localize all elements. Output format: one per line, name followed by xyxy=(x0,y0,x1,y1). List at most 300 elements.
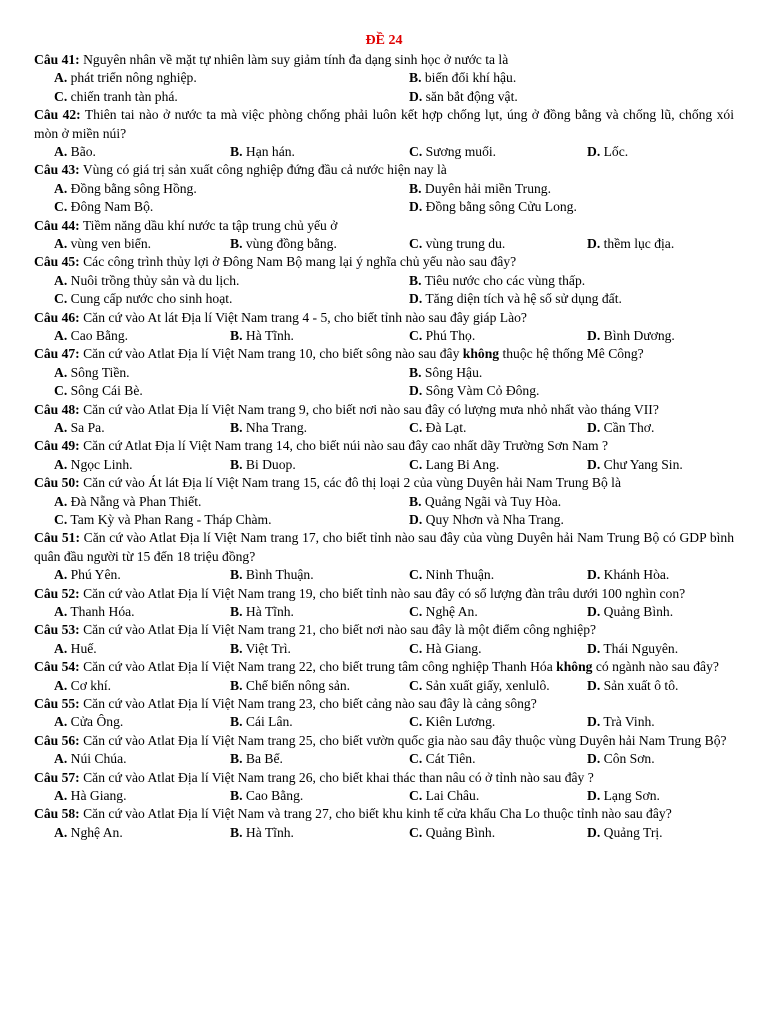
answer-option[interactable] xyxy=(230,603,294,621)
question-number: Câu 41: xyxy=(34,52,80,67)
option-letter: B. xyxy=(409,493,422,509)
answer-option[interactable] xyxy=(409,364,482,382)
option-row xyxy=(34,235,734,253)
question-stem xyxy=(34,437,734,455)
option-text: Đông Nam Bộ. xyxy=(70,199,154,215)
question xyxy=(34,106,734,161)
question-number: Câu 45: xyxy=(34,254,80,270)
question-stem xyxy=(34,658,734,676)
question xyxy=(34,585,734,622)
option-letter: B. xyxy=(230,714,243,730)
answer-option[interactable] xyxy=(409,713,495,731)
option-text: Hạn hán. xyxy=(245,144,295,159)
option-letter: D. xyxy=(587,787,601,803)
question-list xyxy=(34,51,734,842)
option-text: Đồng bằng sông Hồng. xyxy=(70,180,197,196)
option-text: Ninh Thuận. xyxy=(425,567,495,583)
option-letter: A. xyxy=(54,714,68,730)
option-letter: A. xyxy=(54,327,68,343)
answer-option[interactable] xyxy=(587,640,678,658)
option-letter: D. xyxy=(587,824,601,840)
question xyxy=(34,621,734,658)
option-text: Sông Cái Bè. xyxy=(70,383,143,399)
option-text: Sông Hậu. xyxy=(424,364,483,380)
question-number: Câu 50: xyxy=(34,475,80,491)
option-text: Lai Châu. xyxy=(425,787,480,803)
option-letter: A. xyxy=(54,787,68,803)
option-text: vùng ven biển. xyxy=(70,235,152,251)
question-text: Căn cứ vào Atlat Địa lí Việt Nam và trang 27, cho biết khu kinh tế cửa khẩu Cha Lo thuộc tỉnh nào sau đây? xyxy=(83,806,672,822)
answer-option[interactable] xyxy=(230,456,296,474)
option-letter: B. xyxy=(230,327,243,343)
option-text: Cao Bằng. xyxy=(245,787,304,803)
option-text: Sông Vàm Cỏ Đông. xyxy=(425,383,540,399)
option-row xyxy=(34,180,734,198)
option-text: Hà Giang. xyxy=(425,640,482,656)
question-number: Câu 42: xyxy=(34,107,81,123)
option-letter: D. xyxy=(587,751,601,767)
answer-option[interactable] xyxy=(587,750,655,768)
answer-option[interactable] xyxy=(54,787,127,805)
option-letter: C. xyxy=(54,511,68,527)
option-letter: A. xyxy=(54,640,68,656)
option-text: Côn Sơn. xyxy=(603,751,655,767)
option-letter: C. xyxy=(54,383,68,399)
option-text: Bi Duop. xyxy=(245,456,296,472)
option-text: Sương muối. xyxy=(425,144,497,159)
option-letter: C. xyxy=(409,456,423,472)
option-letter: D. xyxy=(587,419,601,435)
answer-option[interactable] xyxy=(409,272,585,290)
answer-option[interactable] xyxy=(409,419,466,437)
option-row xyxy=(34,511,734,529)
question-number: Câu 48: xyxy=(34,401,80,417)
option-text: Ngọc Linh. xyxy=(70,456,133,472)
question-stem xyxy=(34,769,734,787)
answer-option[interactable] xyxy=(587,787,660,805)
answer-option[interactable] xyxy=(409,327,475,345)
answer-option[interactable] xyxy=(54,456,133,474)
option-text: Cần Thơ. xyxy=(603,419,655,435)
option-row xyxy=(34,272,734,290)
question-number: Câu 46: xyxy=(34,309,80,325)
option-text: Tam Kỳ và Phan Rang - Tháp Chàm. xyxy=(70,511,272,527)
question-stem xyxy=(34,217,734,235)
answer-option[interactable] xyxy=(230,824,294,842)
option-row xyxy=(34,198,734,216)
option-letter: D. xyxy=(587,567,601,583)
option-row xyxy=(34,88,734,106)
option-text: Hà Tĩnh. xyxy=(245,603,294,619)
answer-option[interactable] xyxy=(230,419,307,437)
answer-option[interactable] xyxy=(54,198,153,216)
option-text: chiến tranh tàn phá. xyxy=(70,88,178,104)
answer-option[interactable] xyxy=(409,750,476,768)
answer-option[interactable] xyxy=(54,143,96,161)
question-text: Nguyên nhân về mặt tự nhiên làm suy giảm tính đa dạng sinh học ở nước ta là xyxy=(83,52,509,67)
answer-option[interactable] xyxy=(587,143,628,161)
option-text: Bão. xyxy=(70,144,96,159)
option-text: Sông Tiền. xyxy=(70,364,130,380)
option-letter: C. xyxy=(409,567,423,583)
question-stem xyxy=(34,106,734,143)
option-text: Chư Yang Sin. xyxy=(603,456,683,472)
option-letter: D. xyxy=(409,383,423,399)
option-row xyxy=(34,69,734,87)
question-number: Câu 49: xyxy=(34,438,80,454)
option-letter: D. xyxy=(587,327,601,343)
option-text: Chế biến nông sản. xyxy=(245,677,351,693)
question-stem xyxy=(34,621,734,639)
answer-option[interactable] xyxy=(587,713,655,731)
option-text: Núi Chúa. xyxy=(70,751,127,767)
question-text: Căn cứ vào Atlat Địa lí Việt Nam trang 17, cho biết tỉnh nào sau đây của vùng Duyên hải Nam Trung Bộ có GDP bình quân đầu người từ 15 đến 18 triệu đồng? xyxy=(34,530,734,564)
question xyxy=(34,217,734,254)
option-text: Lạng Sơn. xyxy=(603,787,660,803)
answer-option[interactable] xyxy=(230,677,350,695)
answer-option[interactable] xyxy=(54,750,127,768)
answer-option[interactable] xyxy=(230,713,293,731)
option-text: Cát Tiên. xyxy=(425,751,476,767)
option-row xyxy=(34,750,734,768)
answer-option[interactable] xyxy=(54,493,201,511)
answer-option[interactable] xyxy=(587,603,673,621)
answer-option[interactable] xyxy=(409,198,577,216)
question-text: Căn cứ vào Atlat Địa lí Việt Nam trang 21, cho biết nơi nào sau đây là một điểm công nghiệp? xyxy=(83,622,597,638)
question-text: Căn cứ vào At lát Địa lí Việt Nam trang 4 - 5, cho biết tỉnh nào sau đây giáp Lào? xyxy=(83,309,527,325)
option-letter: A. xyxy=(54,567,68,583)
question xyxy=(34,805,734,842)
option-letter: A. xyxy=(54,235,68,251)
answer-option[interactable] xyxy=(54,419,105,437)
option-letter: D. xyxy=(587,144,601,159)
question xyxy=(34,51,734,106)
answer-option[interactable] xyxy=(54,327,128,345)
answer-option[interactable] xyxy=(54,290,232,308)
option-letter: C. xyxy=(409,419,423,435)
option-letter: C. xyxy=(409,787,423,803)
question xyxy=(34,161,734,216)
option-letter: D. xyxy=(587,714,601,730)
option-row xyxy=(34,493,734,511)
option-letter: D. xyxy=(409,88,423,104)
option-letter: C. xyxy=(54,291,68,307)
answer-option[interactable] xyxy=(230,566,314,584)
option-text: Hà Giang. xyxy=(70,787,127,803)
option-letter: A. xyxy=(54,144,68,159)
answer-option[interactable] xyxy=(230,750,283,768)
option-letter: C. xyxy=(409,144,423,159)
option-text: phát triển nông nghiệp. xyxy=(70,70,197,86)
option-letter: B. xyxy=(409,364,422,380)
answer-option[interactable] xyxy=(230,143,295,161)
question-text: Các công trình thủy lợi ở Đông Nam Bộ mang lại ý nghĩa chủ yếu nào sau đây? xyxy=(83,254,517,270)
option-letter: C. xyxy=(409,677,423,693)
option-letter: A. xyxy=(54,419,68,435)
option-text: Cao Bằng. xyxy=(70,327,129,343)
option-text: Việt Trì. xyxy=(245,640,291,656)
option-text: Lốc. xyxy=(603,144,629,159)
option-text: Lang Bi Ang. xyxy=(425,456,500,472)
question-number: Câu 43: xyxy=(34,162,80,178)
answer-option[interactable] xyxy=(409,382,539,400)
question-text: Căn cứ vào Atlat Địa lí Việt Nam trang 19, cho biết tỉnh nào sau đây có số lượng đàn trâu dưới 100 nghìn con? xyxy=(83,585,686,601)
option-letter: B. xyxy=(230,787,243,803)
option-row xyxy=(34,382,734,400)
question xyxy=(34,769,734,806)
question-text: Căn cứ vào Át lát Địa lí Việt Nam trang 15, các đô thị loại 2 của vùng Duyên hải Nam Trung Bộ là xyxy=(83,475,621,491)
question-number: Câu 53: xyxy=(34,622,80,638)
option-text: Bình Thuận. xyxy=(245,567,314,583)
question-text: Căn cứ vào Atlat Địa lí Việt Nam trang 25, cho biết vườn quốc gia nào sau đây thuộc vùng Duyên hải Nam Trung Bộ? xyxy=(83,732,727,748)
answer-option[interactable] xyxy=(54,180,197,198)
option-letter: C. xyxy=(409,714,423,730)
answer-option[interactable] xyxy=(54,713,123,731)
question-number: Câu 57: xyxy=(34,769,80,785)
option-letter: A. xyxy=(54,493,68,509)
question xyxy=(34,437,734,474)
option-text: Phú Yên. xyxy=(70,567,121,583)
answer-option[interactable] xyxy=(230,327,294,345)
option-text: Nghệ An. xyxy=(70,824,123,840)
option-row xyxy=(34,419,734,437)
question-text: Căn cứ vào Atlat Địa lí Việt Nam trang 22, cho biết trung tâm công nghiệp Thanh Hóa không có ngành nào sau đây? xyxy=(83,659,719,675)
question-stem xyxy=(34,585,734,603)
option-text: Thái Nguyên. xyxy=(603,640,679,656)
option-letter: C. xyxy=(409,824,423,840)
answer-option[interactable] xyxy=(230,235,337,253)
question-stem xyxy=(34,51,734,69)
question xyxy=(34,732,734,769)
option-text: Cơ khí. xyxy=(70,677,112,693)
option-text: Phú Thọ. xyxy=(425,327,476,343)
option-letter: A. xyxy=(54,272,68,288)
answer-option[interactable] xyxy=(409,566,494,584)
option-text: Sa Pa. xyxy=(70,419,105,435)
option-text: Nghệ An. xyxy=(425,603,478,619)
answer-option[interactable] xyxy=(587,824,663,842)
option-row xyxy=(34,713,734,731)
answer-option[interactable] xyxy=(54,88,178,106)
question-number: Câu 55: xyxy=(34,695,80,711)
option-letter: D. xyxy=(587,640,601,656)
option-letter: B. xyxy=(230,751,243,767)
option-row xyxy=(34,143,734,161)
option-row xyxy=(34,603,734,621)
option-text: Trà Vinh. xyxy=(603,714,655,730)
answer-option[interactable] xyxy=(409,787,479,805)
answer-option[interactable] xyxy=(230,640,291,658)
option-text: Sản xuất ô tô. xyxy=(603,677,679,693)
option-letter: B. xyxy=(230,456,243,472)
option-row xyxy=(34,456,734,474)
option-letter: C. xyxy=(409,235,423,251)
option-text: Đồng bằng sông Cửu Long. xyxy=(425,199,577,215)
question xyxy=(34,401,734,438)
option-text: Đà Lạt. xyxy=(425,419,467,435)
question-number: Câu 58: xyxy=(34,806,80,822)
option-letter: B. xyxy=(230,824,243,840)
option-letter: B. xyxy=(230,677,243,693)
answer-option[interactable] xyxy=(54,235,151,253)
option-letter: D. xyxy=(587,235,601,251)
answer-option[interactable] xyxy=(587,677,678,695)
option-text: thềm lục địa. xyxy=(603,235,675,251)
question xyxy=(34,695,734,732)
answer-option[interactable] xyxy=(409,143,496,161)
answer-option[interactable] xyxy=(54,382,143,400)
question-stem xyxy=(34,253,734,271)
answer-option[interactable] xyxy=(409,180,551,198)
option-letter: A. xyxy=(54,677,68,693)
question-number: Câu 47: xyxy=(34,346,80,362)
option-text: Nuôi trồng thủy sản và du lịch. xyxy=(70,272,240,288)
question-text: Thiên tai nào ở nước ta mà việc phòng chống phải luôn kết hợp chống lụt, úng ở đồng bằng và chống lũ, chống xói mòn ở miền núi? xyxy=(34,107,734,141)
question xyxy=(34,529,734,584)
option-text: Quy Nhơn và Nha Trang. xyxy=(425,511,564,527)
option-letter: B. xyxy=(230,235,243,251)
option-text: Ba Bể. xyxy=(245,751,283,767)
answer-option[interactable] xyxy=(54,511,272,529)
option-row xyxy=(34,640,734,658)
option-letter: A. xyxy=(54,70,68,86)
question-stem xyxy=(34,345,734,363)
option-text: Hà Tĩnh. xyxy=(245,824,294,840)
option-text: Quảng Bình. xyxy=(425,824,496,840)
option-letter: C. xyxy=(54,88,68,104)
answer-option[interactable] xyxy=(409,603,478,621)
option-text: Cung cấp nước cho sinh hoạt. xyxy=(70,291,233,307)
answer-option[interactable] xyxy=(54,272,239,290)
option-text: Cửa Ông. xyxy=(70,714,124,730)
option-letter: D. xyxy=(409,511,423,527)
option-letter: B. xyxy=(230,603,243,619)
option-letter: B. xyxy=(409,272,422,288)
question xyxy=(34,253,734,308)
option-text: Quảng Ngãi và Tuy Hòa. xyxy=(424,493,562,509)
answer-option[interactable] xyxy=(409,824,495,842)
question-stem xyxy=(34,529,734,566)
option-text: Tiêu nước cho các vùng thấp. xyxy=(424,272,586,288)
option-text: Thanh Hóa. xyxy=(70,603,135,619)
question-text: Căn cứ vào Atlat Địa lí Việt Nam trang 9, cho biết nơi nào sau đây có lượng mưa nhỏ nhất vào tháng VII? xyxy=(83,401,659,417)
answer-option[interactable] xyxy=(409,640,482,658)
question xyxy=(34,345,734,400)
option-text: biến đổi khí hậu. xyxy=(424,70,517,86)
option-letter: A. xyxy=(54,751,68,767)
answer-option[interactable] xyxy=(409,290,622,308)
option-letter: A. xyxy=(54,180,68,196)
option-letter: B. xyxy=(230,144,243,159)
question-stem xyxy=(34,161,734,179)
option-letter: A. xyxy=(54,364,68,380)
option-text: Duyên hải miền Trung. xyxy=(424,180,551,196)
question-stem xyxy=(34,309,734,327)
option-text: Bình Dương. xyxy=(603,327,675,343)
question-stem xyxy=(34,695,734,713)
answer-option[interactable] xyxy=(54,364,130,382)
answer-option[interactable] xyxy=(409,511,564,529)
option-letter: C. xyxy=(409,603,423,619)
option-letter: B. xyxy=(409,70,422,86)
answer-option[interactable] xyxy=(409,235,505,253)
answer-option[interactable] xyxy=(54,603,135,621)
question-number: Câu 51: xyxy=(34,530,80,546)
answer-option[interactable] xyxy=(587,235,674,253)
answer-option[interactable] xyxy=(587,419,654,437)
option-text: Hà Tĩnh. xyxy=(245,327,294,343)
answer-option[interactable] xyxy=(587,456,683,474)
option-letter: B. xyxy=(230,419,243,435)
question xyxy=(34,309,734,346)
option-text: vùng đồng bằng. xyxy=(245,235,337,251)
question-text: Vùng có giá trị sản xuất công nghiệp đứng đầu cả nước hiện nay là xyxy=(82,162,447,178)
option-text: Huế. xyxy=(70,640,97,656)
answer-option[interactable] xyxy=(409,456,499,474)
option-letter: C. xyxy=(409,751,423,767)
option-text: Sản xuất giấy, xenlulô. xyxy=(425,677,550,693)
option-text: Nha Trang. xyxy=(245,419,308,435)
option-row xyxy=(34,824,734,842)
question-text: Căn cứ Atlat Địa lí Việt Nam trang 14, cho biết núi nào sau đây cao nhất dãy Trường Sơn Nam ? xyxy=(83,438,608,454)
question-stem xyxy=(34,401,734,419)
option-letter: D. xyxy=(409,199,423,215)
option-text: săn bắt động vật. xyxy=(425,88,518,104)
option-letter: D. xyxy=(587,603,601,619)
option-text: Quảng Trị. xyxy=(603,824,663,840)
option-row xyxy=(34,364,734,382)
option-text: vùng trung du. xyxy=(425,235,506,251)
option-letter: C. xyxy=(409,327,423,343)
option-text: Cái Lân. xyxy=(245,714,293,730)
answer-option[interactable] xyxy=(409,69,516,87)
option-letter: D. xyxy=(587,677,601,693)
option-letter: B. xyxy=(409,180,422,196)
option-letter: D. xyxy=(587,456,601,472)
question-stem xyxy=(34,732,734,750)
answer-option[interactable] xyxy=(409,677,550,695)
answer-option[interactable] xyxy=(54,824,123,842)
option-letter: A. xyxy=(54,456,68,472)
answer-option[interactable] xyxy=(54,640,97,658)
answer-option[interactable] xyxy=(54,677,111,695)
option-text: Đà Nẵng và Phan Thiết. xyxy=(70,493,202,509)
answer-option[interactable] xyxy=(587,327,675,345)
answer-option[interactable] xyxy=(409,493,561,511)
option-letter: A. xyxy=(54,824,68,840)
option-row xyxy=(34,677,734,695)
answer-option[interactable] xyxy=(54,69,197,87)
option-letter: C. xyxy=(409,640,423,656)
option-text: Tăng diện tích và hệ số sử dụng đất. xyxy=(425,291,622,307)
answer-option[interactable] xyxy=(409,88,518,106)
option-row xyxy=(34,327,734,345)
option-letter: B. xyxy=(230,640,243,656)
answer-option[interactable] xyxy=(230,787,303,805)
question-stem xyxy=(34,474,734,492)
question-number: Câu 54: xyxy=(34,659,80,675)
question-number: Câu 44: xyxy=(34,217,80,233)
question-text: Tiềm năng dầu khí nước ta tập trung chủ yếu ở xyxy=(82,217,338,233)
question-number: Câu 56: xyxy=(34,732,80,748)
option-text: Quảng Bình. xyxy=(603,603,674,619)
answer-option[interactable] xyxy=(54,566,121,584)
question-stem xyxy=(34,805,734,823)
answer-option[interactable] xyxy=(587,566,669,584)
question-text: Căn cứ vào Atlat Địa lí Việt Nam trang 10, cho biết sông nào sau đây không thuộc hệ thống Mê Công? xyxy=(83,346,644,362)
option-letter: C. xyxy=(54,199,68,215)
question xyxy=(34,658,734,695)
